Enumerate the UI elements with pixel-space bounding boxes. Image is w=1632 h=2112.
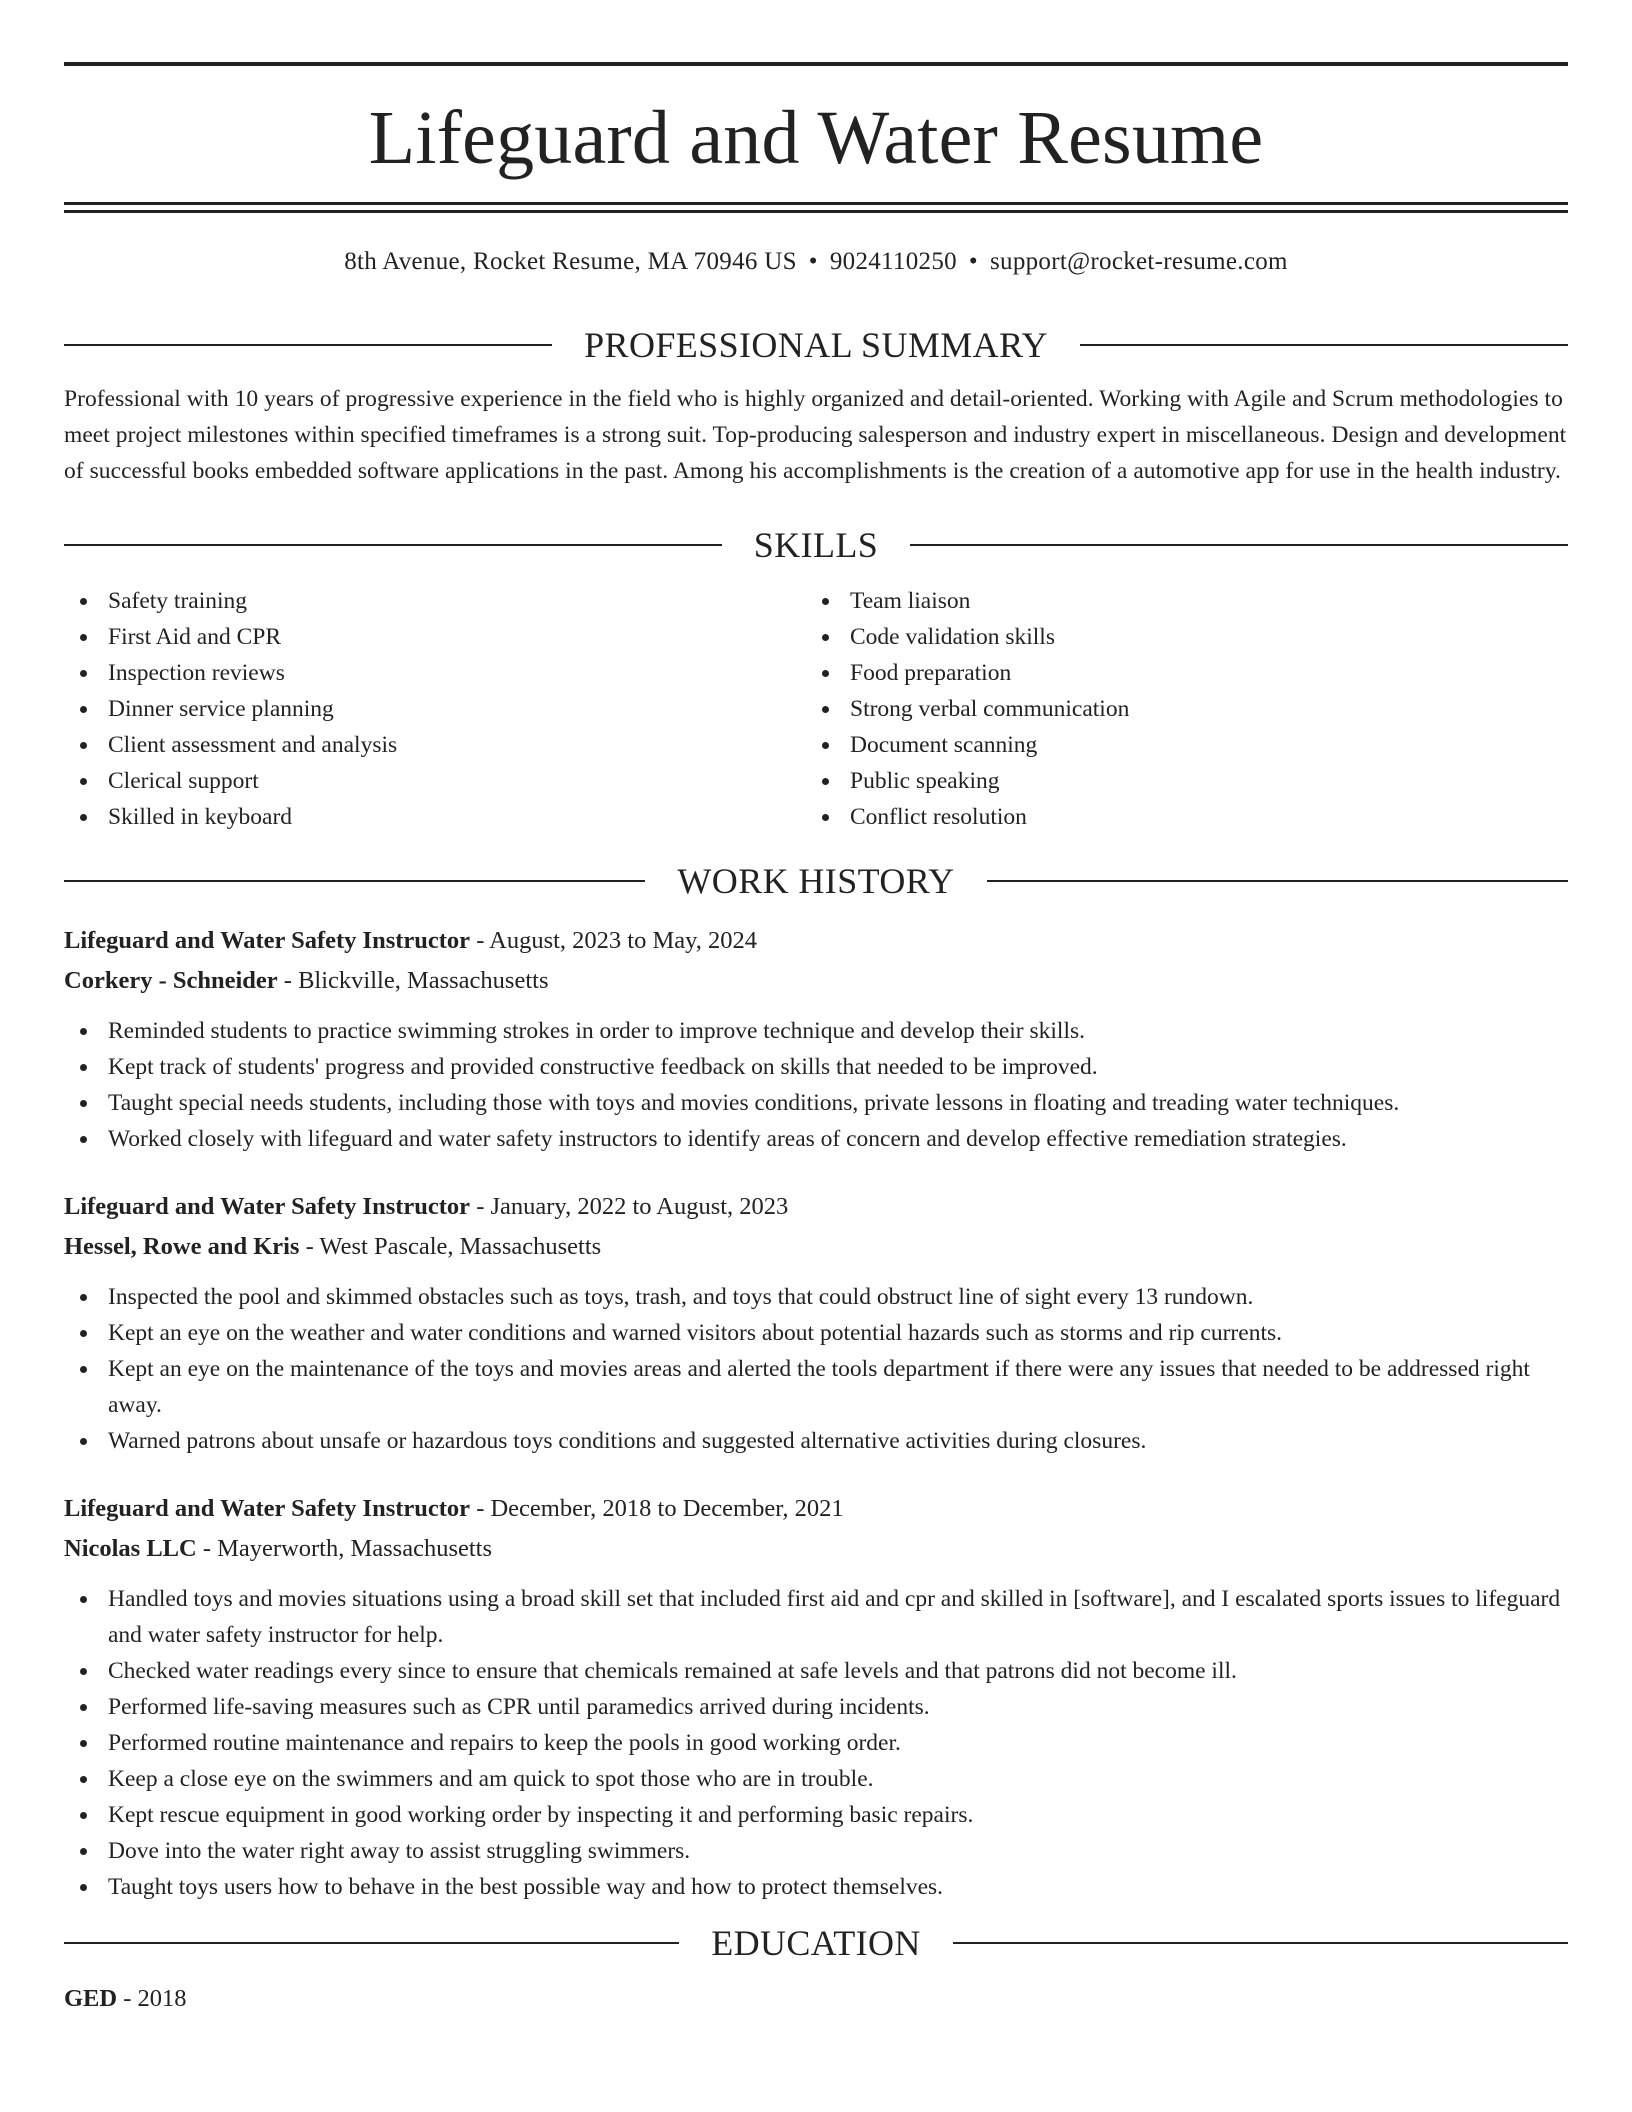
job-title: Lifeguard and Water Safety Instructor [64,1495,471,1522]
contact-phone: 9024110250 [829,248,957,275]
skills-section-heading [64,527,1568,563]
job-bullet: Worked closely with lifeguard and water safety instructors to identify areas of concern and develop effective remediation strategies. [64,1121,1568,1157]
job-bullet: Reminded students to practice swimming strokes in order to improve technique and develop their skills. [64,1013,1568,1049]
skill-item: Strong verbal communication [806,691,1548,727]
job-company-line [64,1227,1568,1267]
job-company-line [64,1529,1568,1569]
contact-address: 8th Avenue, Rocket Resume, MA 70946 US [344,248,797,275]
heading-rule-right [987,880,1568,882]
heading-rule-right [953,1942,1568,1944]
job-bullet: Taught toys users how to behave in the best possible way and how to protect themselves. [64,1869,1568,1905]
skill-item: Conflict resolution [806,799,1548,835]
heading-rule-left [64,344,552,346]
skill-item: Client assessment and analysis [64,727,806,763]
heading-rule-left [64,544,722,546]
resume-title: Lifeguard and Water Resume [368,96,1264,180]
job-dates: - January, 2022 to August, 2023 [470,1193,789,1220]
skills-heading-label: SKILLS [753,525,879,565]
job-bullet: Performed life-saving measures such as CPR until paramedics arrived during incidents. [64,1689,1568,1725]
job-bullet: Taught special needs students, including those with toys and movies conditions, private lessons in floating and treading water techniques. [64,1085,1568,1121]
job-bullet: Kept an eye on the weather and water conditions and warned visitors about potential hazards such as storms and rip currents. [64,1315,1568,1351]
job-location: - Blickville, Massachusetts [277,967,549,994]
summary-heading-label: PROFESSIONAL SUMMARY [584,325,1048,365]
job-company: Corkery - Schneider [64,967,278,994]
job-location: - Mayerworth, Massachusetts [196,1535,493,1562]
contact-email: support@rocket-resume.com [989,248,1288,275]
job-title: Lifeguard and Water Safety Instructor [64,927,471,954]
title-double-rule [64,202,1568,213]
job-title-line [64,1187,1568,1227]
job-dates: - August, 2023 to May, 2024 [470,927,758,954]
job-company: Nicolas LLC [64,1535,197,1562]
skills-list-right [806,583,1548,835]
contact-line [64,245,1568,279]
skills-columns [64,583,1568,835]
job-bullets [64,1013,1568,1157]
job-bullet: Performed routine maintenance and repairs to keep the pools in good working order. [64,1725,1568,1761]
job-bullet: Inspected the pool and skimmed obstacles such as toys, trash, and toys that could obstruct line of sight every 13 rundown. [64,1279,1568,1315]
job-bullet: Kept track of students' progress and provided constructive feedback on skills that needed to be improved. [64,1049,1568,1085]
contact-separator: • [808,248,818,275]
job-title: Lifeguard and Water Safety Instructor [64,1193,471,1220]
education-entry [64,1981,1568,2017]
job-company-line [64,961,1568,1001]
job-location: - West Pascale, Massachusetts [299,1233,602,1260]
job-entry [64,1489,1568,1905]
heading-rule-right [1080,344,1568,346]
job-bullets [64,1581,1568,1905]
job-bullet: Handled toys and movies situations using a broad skill set that included first aid and cpr and skilled in [software], and I escalated sports issues to lifeguard and water safety instructor for help. [64,1581,1568,1653]
skill-item: Clerical support [64,763,806,799]
job-entry [64,921,1568,1157]
heading-rule-right [910,544,1568,546]
skill-item: Code validation skills [806,619,1548,655]
job-bullet: Dove into the water right away to assist struggling swimmers. [64,1833,1568,1869]
skill-item: Skilled in keyboard [64,799,806,835]
skills-list-left [64,583,806,835]
job-title-line [64,1489,1568,1529]
education-section-heading [64,1925,1568,1961]
skill-item: First Aid and CPR [64,619,806,655]
job-bullet: Kept rescue equipment in good working order by inspecting it and performing basic repairs. [64,1797,1568,1833]
summary-section-heading [64,327,1568,363]
skill-item: Document scanning [806,727,1548,763]
job-company: Hessel, Rowe and Kris [64,1233,300,1260]
job-bullets [64,1279,1568,1459]
job-dates: - December, 2018 to December, 2021 [470,1495,844,1522]
skill-item: Public speaking [806,763,1548,799]
job-entry [64,1187,1568,1459]
education-year: - 2018 [117,1985,187,2012]
skill-item: Safety training [64,583,806,619]
heading-rule-left [64,880,645,882]
work-section-heading [64,863,1568,899]
job-bullet: Kept an eye on the maintenance of the toys and movies areas and alerted the tools department if there were any issues that needed to be addressed right away. [64,1351,1568,1423]
skill-item: Food preparation [806,655,1548,691]
job-bullet: Warned patrons about unsafe or hazardous toys conditions and suggested alternative activities during closures. [64,1423,1568,1459]
work-heading-label: WORK HISTORY [677,861,955,901]
top-rule [64,62,1568,66]
contact-separator: • [968,248,978,275]
job-bullet: Keep a close eye on the swimmers and am quick to spot those who are in trouble. [64,1761,1568,1797]
job-bullet: Checked water readings every since to ensure that chemicals remained at safe levels and that patrons did not become ill. [64,1653,1568,1689]
skill-item: Inspection reviews [64,655,806,691]
job-title-line [64,921,1568,961]
education-degree: GED [64,1985,118,2012]
heading-rule-left [64,1942,679,1944]
education-heading-label: EDUCATION [711,1923,921,1963]
skill-item: Team liaison [806,583,1548,619]
skill-item: Dinner service planning [64,691,806,727]
summary-paragraph: Professional with 10 years of progressive experience in the field who is highly organized and detail-oriented. Working with Agile and Scrum methodologies to meet project milestones within specified timeframes is a strong suit. Top-producing salesperson and industry expert in miscellaneous. Design and development of successful books embedded software applications in the past. Among his accomplishments is the creation of a automotive app for use in the health industry. [64,386,1567,484]
